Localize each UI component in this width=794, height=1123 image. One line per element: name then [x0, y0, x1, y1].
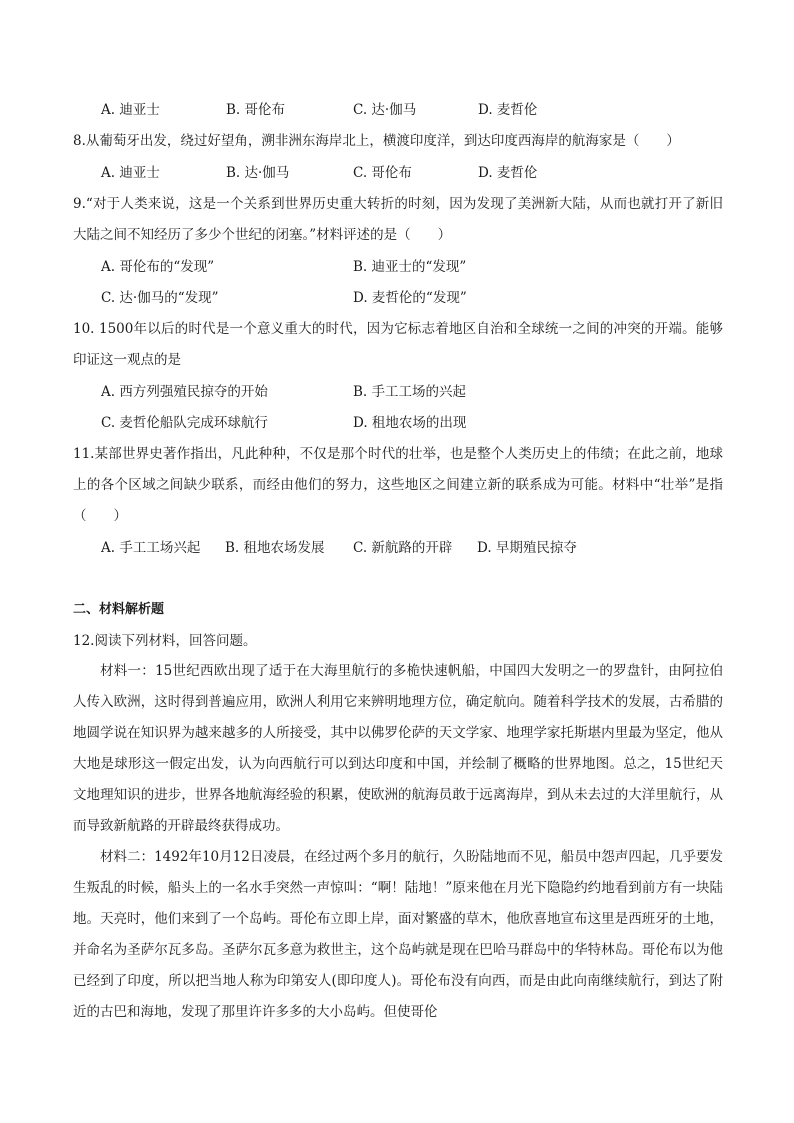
q9-option-d: D. 麦哲伦的“发现”: [353, 290, 467, 306]
q12-material-1: 材料一：15世纪西欧出现了适于在大海里航行的多桅快速帆船，中国四大发明之一的罗盘针，由阿拉伯人传入欧洲，这时得到普遍应用，欧洲人利用它来辨明地理方位，确定航向。随着科学技术的发展，古希腊的地圆学说在知识界为越来越多的人所接受，其中以佛罗伦萨的天文学家、地理学家托斯堪内里最为坚定，他从大地是球形这一假定出发，认为向西航行可以到达印度和中国，并绘制了概略的世界地图。总之，15世纪天文地理知识的进步，世界各地航海经验的积累，使欧洲的航海员敢于远离海岸，到从未去过的大洋里航行，从而导致新航路的开辟最终获得成功。: [73, 663, 723, 834]
q8-option-c: C. 哥伦布: [353, 165, 412, 181]
q11-option-c: C. 新航路的开辟: [353, 540, 453, 556]
q9-option-c: C. 达·伽马的“发现”: [101, 290, 219, 306]
q10-option-a: A. 西方列强殖民掠夺的开始: [101, 384, 268, 400]
q11-option-a: A. 手工工场兴起: [101, 540, 201, 556]
q10-option-b: B. 手工工场的兴起: [353, 384, 467, 400]
q8-option-a: A. 迪亚士: [101, 165, 160, 181]
q8-option-b: B. 达·伽马: [226, 165, 290, 181]
q9-option-b: B. 迪亚士的“发现”: [353, 259, 467, 275]
q12-material-2: 材料二：1492年10月12日凌晨，在经过两个多月的航行，久盼陆地而不见，船员中怨声四起，几乎要发生叛乱的时候，船头上的一名水手突然一声惊叫：“啊！陆地！”原来他在月光下隐隐约约地看到前方有一块陆地。天亮时，他们来到了一个岛屿。哥伦布立即上岸，面对繁盛的草木，他欣喜地宣布这里是西班牙的土地，并命名为圣萨尔瓦多岛。圣萨尔瓦多意为救世主，这个岛屿就是现在巴哈马群岛中的华特林岛。哥伦布以为他已经到了印度，所以把当地人称为印第安人(即印度人)。哥伦布没有向西，而是由此向南继续航行，到达了附近的古巴和海地，发现了那里许许多多的大小岛屿。但使哥伦: [73, 849, 723, 1020]
q10-option-d: D. 租地农场的出现: [353, 415, 467, 431]
section-title: 二、材料解析题: [73, 602, 165, 617]
q9-stem: 9.“对于人类来说，这是一个关系到世界历史重大转折的时刻，因为发现了美洲新大陆，从而也就打开了新旧大陆之间不知经历了多少个世纪的闭塞。”材料评述的是（ ）: [73, 196, 723, 243]
q7-option-d: D. 麦哲伦: [478, 102, 538, 118]
q7-option-a: A. 迪亚士: [101, 102, 160, 118]
q7-option-b: B. 哥伦布: [226, 102, 286, 118]
q10-option-c: C. 麦哲伦船队完成环球航行: [101, 415, 268, 431]
q11-option-d: D. 早期殖民掠夺: [477, 540, 577, 556]
q11-stem: 11.某部世界史著作指出，凡此种种，不仅是那个时代的壮举，也是整个人类历史上的伟绩；在此之前，地球上的各个区域之间缺少联系，而经由他们的努力，这些地区之间建立新的联系成为可能。材料中“壮举”是指（ ）: [73, 446, 723, 524]
q7-option-c: C. 达·伽马: [353, 102, 417, 118]
q8-stem: 8.从葡萄牙出发，绕过好望角，溯非洲东海岸北上，横渡印度洋，到达印度西海岸的航海家是（ ）: [73, 133, 680, 149]
q11-option-b: B. 租地农场发展: [225, 540, 325, 556]
q12-stem: 12.阅读下列材料，回答问题。: [73, 633, 257, 649]
q10-stem: 10. 1500年以后的时代是一个意义重大的时代，因为它标志着地区自治和全球统一之间的冲突的开端。能够印证这一观点的是: [73, 321, 723, 368]
q8-option-d: D. 麦哲伦: [478, 165, 538, 181]
q9-option-a: A. 哥伦布的“发现”: [101, 259, 215, 275]
